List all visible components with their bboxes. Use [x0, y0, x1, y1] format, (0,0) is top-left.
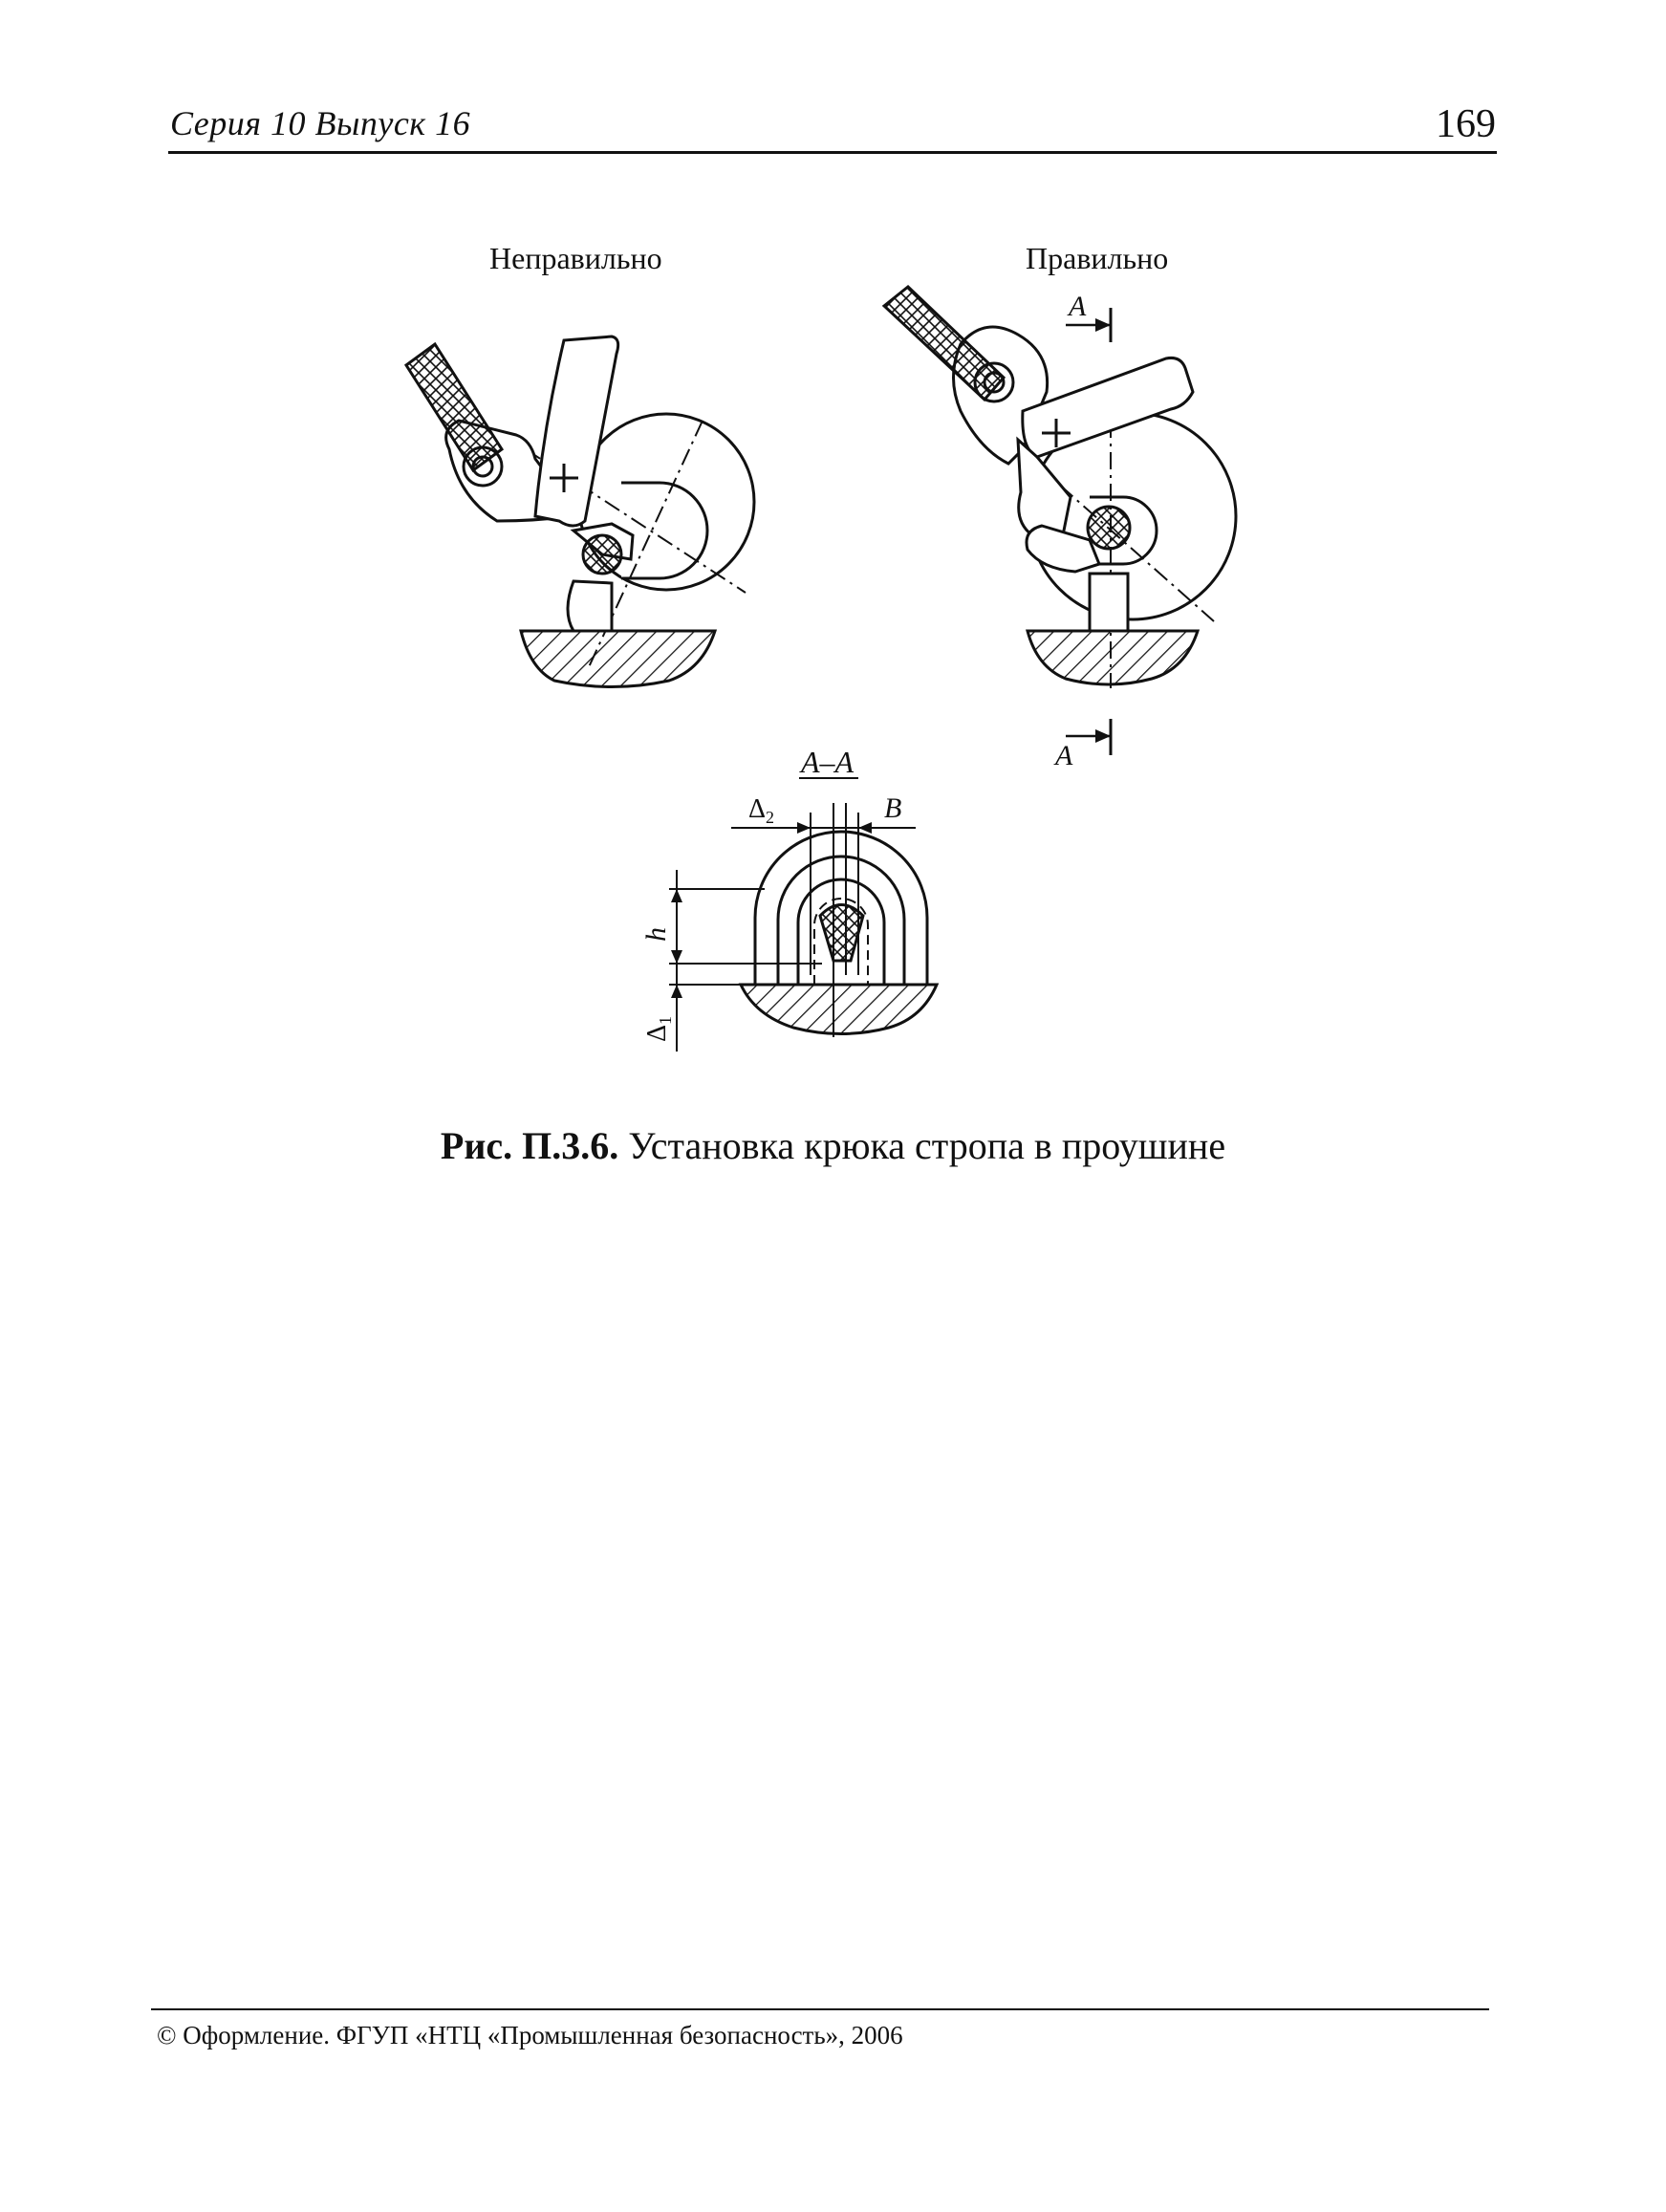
dim-delta1: Δ [642, 1024, 672, 1042]
label-incorrect: Неправильно [489, 241, 662, 275]
figure-drawing [0, 0, 1666, 1099]
dim-b: B [884, 792, 902, 824]
svg-text:Δ2 [748, 794, 774, 827]
caption-text: Установка крюка стропа в проушине [618, 1124, 1226, 1167]
caption-number: Рис. П.3.6. [440, 1124, 619, 1167]
figure-caption [0, 1123, 1666, 1168]
dim-delta1-sub: 1 [656, 1015, 675, 1025]
footer-rule [151, 2008, 1489, 2010]
footer-copyright: © Оформление. ФГУП «НТЦ «Промышленная безопасность», 2006 [157, 2021, 903, 2049]
running-header-series: Серия 10 Выпуск 16 [170, 104, 471, 142]
correct-assembly [884, 287, 1236, 755]
section-mark-bottom: A [1055, 740, 1073, 771]
section-aa [669, 803, 937, 1052]
section-title: A–A [801, 745, 855, 779]
label-correct: Правильно [1026, 241, 1169, 275]
dim-delta2-sub: 2 [766, 808, 775, 827]
dim-delta2: Δ [748, 794, 767, 824]
svg-text:Δ1 [642, 1016, 675, 1042]
page-number: 169 [1436, 102, 1496, 146]
incorrect-assembly [406, 336, 754, 687]
section-mark-top: A [1069, 291, 1087, 322]
dim-h: h [640, 927, 672, 942]
